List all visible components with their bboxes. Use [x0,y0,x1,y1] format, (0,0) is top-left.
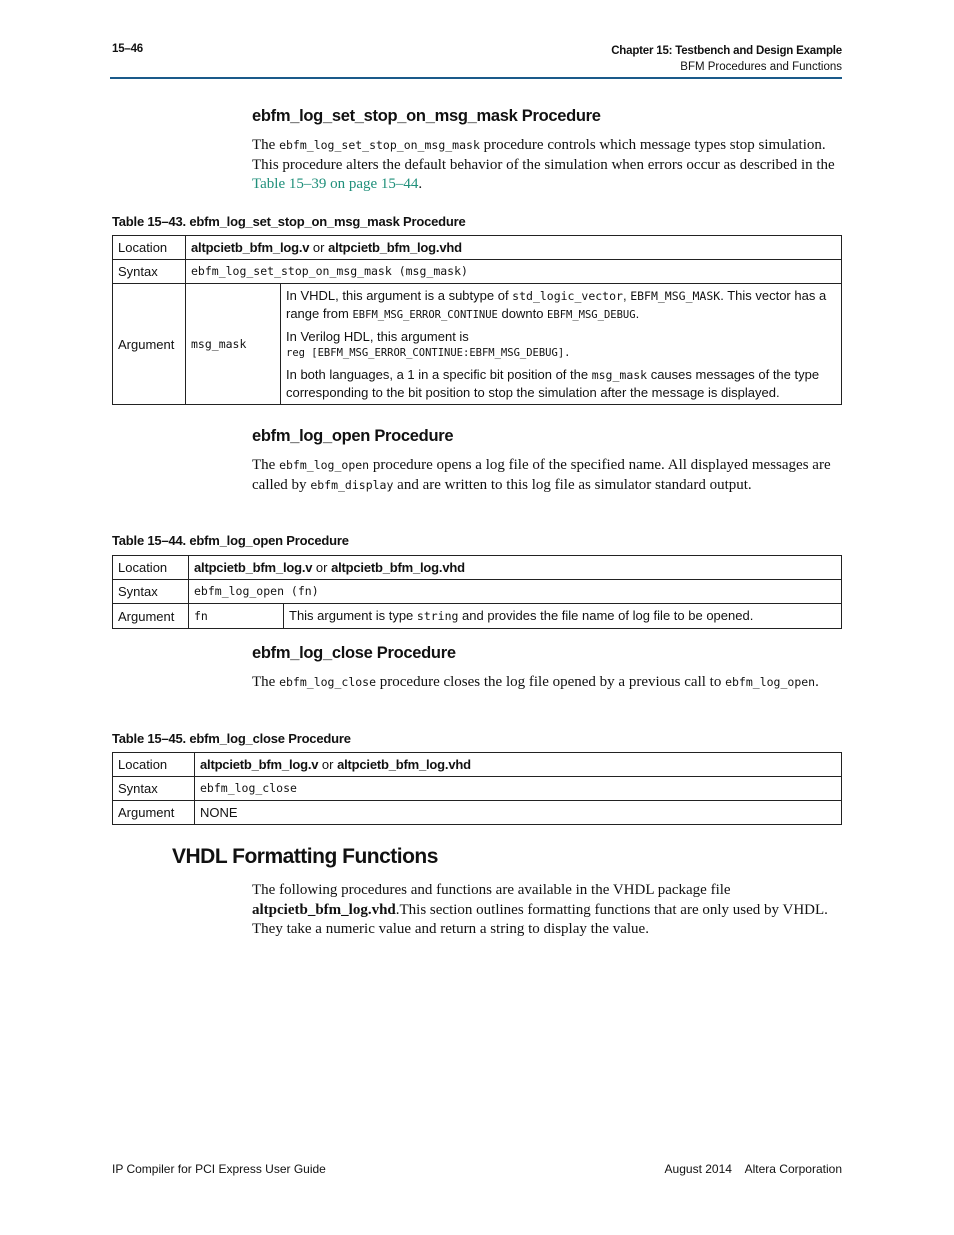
text: procedure controls which message types stop simulation. This procedure alters the default behavior of the simulation when errors occur as described in the [252,137,835,173]
page-number: 15–46 [112,43,143,55]
table-row [113,604,842,629]
table-reference-link[interactable]: Table 15–39 on page 15–44 [252,176,419,192]
paragraph-stop-on-msg-mask [252,136,842,195]
footer-document-title: IP Compiler for PCI Express User Guide [112,1162,326,1176]
syntax-value: ebfm_log_close [195,777,842,801]
location-label: Location [113,556,189,580]
description-vhdl [286,287,836,324]
file-name: altpcietb_bfm_log.vhd [331,560,465,575]
table-15-45 [112,752,842,825]
location-value [189,556,842,580]
syntax-value: ebfm_log_open (fn) [189,580,842,604]
table-row [113,284,842,405]
text: and are written to this log file as simulator standard output. [393,476,752,493]
text: procedure closes the log file opened by a previous call to [376,674,726,690]
argument-label: Argument [113,604,189,629]
table-row [113,236,842,260]
code-inline: std_logic_vector [512,289,623,303]
running-header [611,43,842,75]
paragraph-vhdl-formatting [252,881,842,940]
section-heading-log-close: ebfm_log_close Procedure [252,644,456,662]
paragraph-log-close [252,673,842,693]
syntax-label: Syntax [113,260,186,284]
file-name: altpcietb_bfm_log.v [191,240,310,255]
code-inline: reg [EBFM_MSG_ERROR_CONTINUE:EBFM_MSG_DEBUG]. [286,347,571,359]
text: procedure opens a log file of the specified name. All displayed messages are called by [252,457,831,493]
text: downto [497,306,548,321]
code-inline: EBFM_MSG_ERROR_CONTINUE [352,309,498,321]
file-name: altpcietb_bfm_log.vhd [337,757,471,772]
file-name: altpcietb_bfm_log.vhd [328,240,462,255]
argument-label: Argument [113,284,186,405]
table-row [113,260,842,284]
text: The [252,137,280,153]
text: This argument is type [289,608,417,623]
table-row [113,753,842,777]
section-heading-stop-on-msg-mask: ebfm_log_set_stop_on_msg_mask Procedure [252,107,601,125]
location-value [195,753,842,777]
argument-name: fn [189,604,284,629]
code-inline: string [416,609,459,623]
code-inline: ebfm_log_set_stop_on_msg_mask [279,138,480,152]
text: . [815,674,819,690]
text: . [635,306,640,321]
text: causes messages of the type corresponding to the bit position to stop the simulation after the message is displayed. [286,367,820,400]
text: . [418,176,423,192]
text: The [252,674,280,690]
section-title: BFM Procedures and Functions [680,61,842,73]
table-row [113,556,842,580]
text: , [622,288,631,303]
text: . This vector has a range from [286,288,827,321]
file-name: altpcietb_bfm_log.v [194,560,313,575]
text: The following procedures and functions are available in the VHDL package file [252,882,731,898]
text: In both languages, a 1 in a specific bit position of the [286,367,592,382]
location-label: Location [113,753,195,777]
code-inline: ebfm_log_close [279,675,377,689]
table-row [113,777,842,801]
table-caption-15-45: Table 15–45. ebfm_log_close Procedure [112,731,351,746]
table-caption-15-44: Table 15–44. ebfm_log_open Procedure [112,533,349,548]
chapter-title: Chapter 15: Testbench and Design Example [611,45,842,57]
header-rule [110,77,842,79]
code-inline: EBFM_MSG_DEBUG [547,309,636,321]
location-value [186,236,842,260]
syntax-label: Syntax [113,777,195,801]
text: In Verilog HDL, this argument is [286,329,469,344]
argument-label: Argument [113,801,195,825]
text: or [309,240,329,255]
argument-description [284,604,842,629]
table-caption-15-43: Table 15–43. ebfm_log_set_stop_on_msg_mask Procedure [112,214,466,229]
code-inline: ebfm_log_open [279,458,370,472]
file-name: altpcietb_bfm_log.vhd [252,901,396,918]
table-row [113,580,842,604]
text: In VHDL, this argument is a subtype of [286,288,513,303]
argument-value: NONE [195,801,842,825]
text: and provides the file name of log file to be opened. [458,608,754,623]
code-inline: ebfm_display [310,477,394,492]
footer-date-company: August 2014 Altera Corporation [664,1162,842,1176]
table-row [113,801,842,825]
code-inline: EBFM_MSG_MASK [630,289,721,303]
text: The [252,457,280,473]
code-inline: ebfm_log_open [725,675,816,689]
text: .This section outlines formatting functions that are only used by VHDL. They take a numeric value and return a string to display the value. [252,901,828,937]
argument-name: msg_mask [186,284,281,405]
table-15-44 [112,555,842,629]
section-heading-vhdl-formatting: VHDL Formatting Functions [172,845,438,868]
syntax-label: Syntax [113,580,189,604]
section-heading-log-open: ebfm_log_open Procedure [252,427,454,445]
description-verilog [286,328,836,362]
text: or [312,560,332,575]
text: or [318,757,338,772]
file-name: altpcietb_bfm_log.v [200,757,319,772]
location-label: Location [113,236,186,260]
syntax-value: ebfm_log_set_stop_on_msg_mask (msg_mask) [186,260,842,284]
code-inline: msg_mask [591,368,648,382]
argument-description [281,284,842,405]
description-both [286,366,836,401]
paragraph-log-open [252,456,842,495]
table-15-43 [112,235,842,405]
